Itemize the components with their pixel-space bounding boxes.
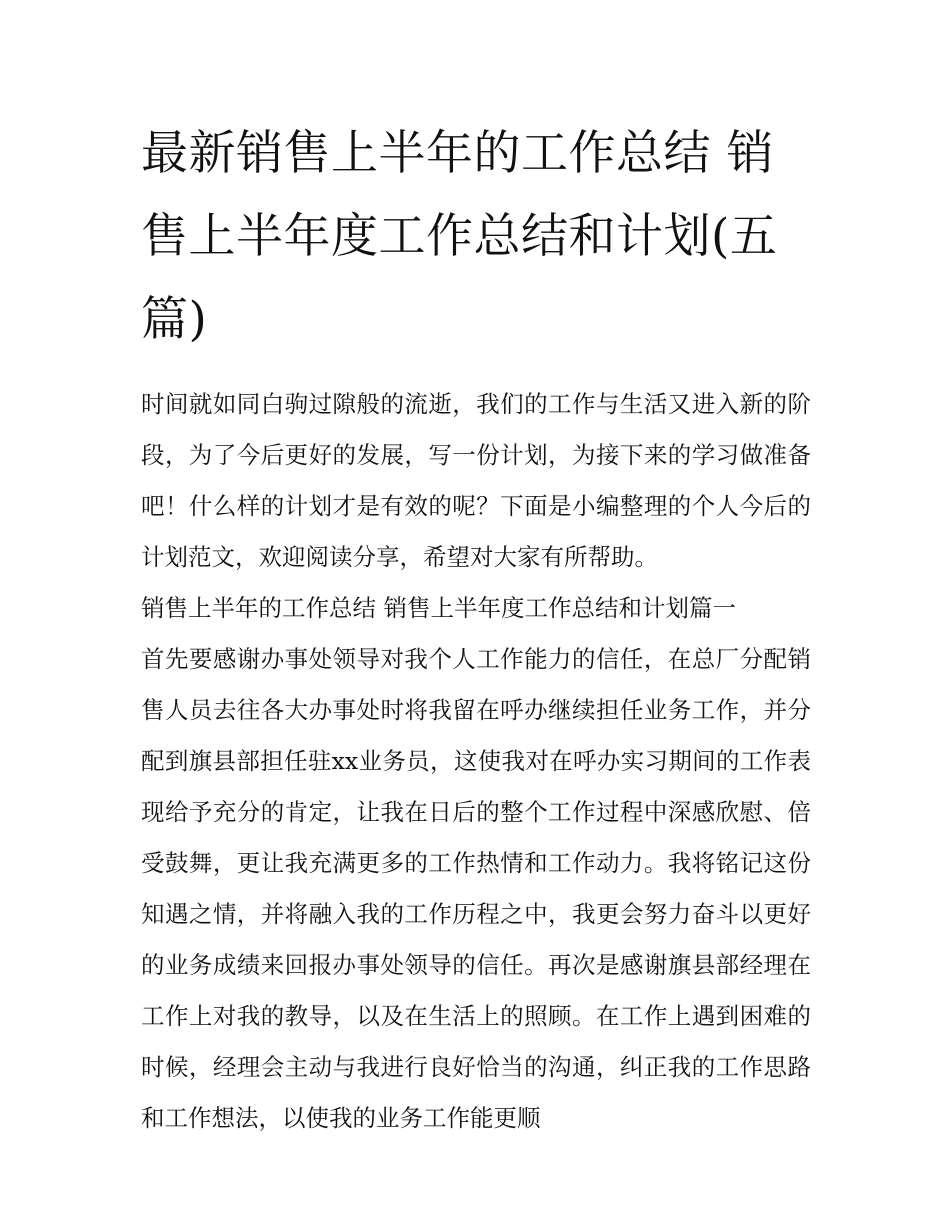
intro-paragraph: 时间就如同白驹过隙般的流逝，我们的工作与生活又进入新的阶段，为了今后更好的发展，写一份计划，为接下来的学习做准备吧！什么样的计划才是有效的呢？下面是小编整理的个人今后的计划范文，欢迎阅读分享，希望对大家有所帮助。 <box>141 390 811 571</box>
document-title: 最新销售上半年的工作总结 销售上半年度工作总结和计划(五篇) <box>141 126 778 347</box>
document-content <box>141 112 811 1144</box>
section-body-paragraph: 首先要感谢办事处领导对我个人工作能力的信任，在总厂分配销售人员去往各大办事处时将我留在呼办继续担任业务工作，并分配到旗县部担任驻xx业务员，这使我对在呼办实习期间的工作表现给予充分的肯定，让我在日后的整个工作过程中深感欣慰、倍受鼓舞，更让我充满更多的工作热情和工作动力。我将铭记这份知遇之情，并将融入我的工作历程之中，我更会努力奋斗以更好的业务成绩来回报办事处领导的信任。再次是感谢旗县部经理在工作上对我的教导，以及在生活上的照顾。在工作上遇到困难的时候，经理会主动与我进行良好恰当的沟通，纠正我的工作思路和工作想法，以使我的业务工作能更顺 <box>141 645 811 1132</box>
section-heading: 销售上半年的工作总结 销售上半年度工作总结和计划篇一 <box>141 594 736 622</box>
